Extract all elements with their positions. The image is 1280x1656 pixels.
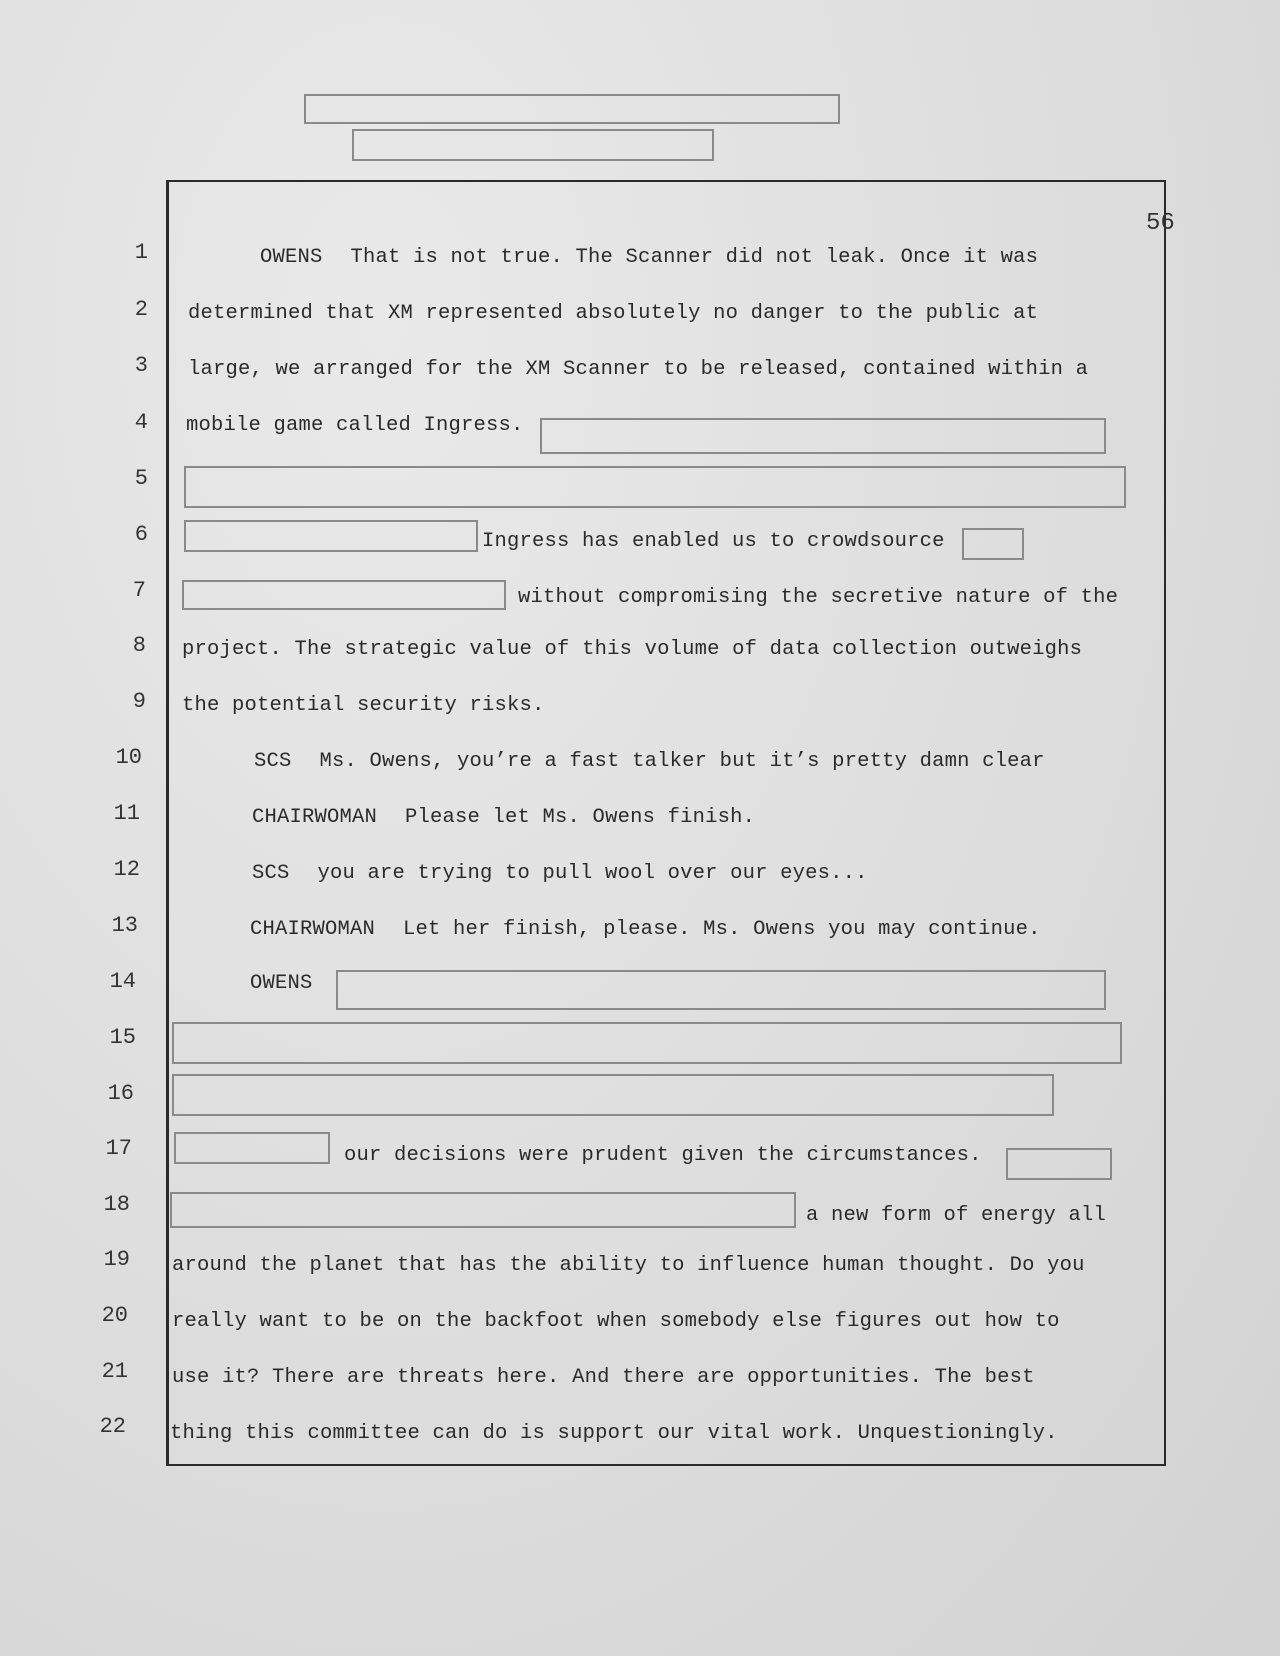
line-2: determined that XM represented absolutely no danger to the public at [188, 302, 1039, 325]
line-number: 9 [132, 689, 146, 714]
redaction-line-6b [962, 528, 1024, 560]
line-number: 7 [132, 578, 146, 603]
line-text: you are trying to pull wool over our eyes... [317, 862, 868, 885]
redaction-line-16 [172, 1074, 1054, 1116]
redaction-line-18 [170, 1192, 796, 1228]
line-number: 5 [134, 466, 148, 491]
line-number: 3 [134, 353, 148, 378]
line-number: 11 [113, 801, 140, 826]
line-number: 10 [115, 745, 142, 770]
redaction-line-5 [184, 466, 1126, 508]
line-number: 19 [103, 1247, 130, 1272]
line-text: That is not true. The Scanner did not leak. Once it was [350, 246, 1039, 269]
line-9: the potential security risks. [182, 694, 545, 717]
line-number: 22 [99, 1414, 126, 1439]
line-20: really want to be on the backfoot when somebody else figures out how to [172, 1310, 1060, 1333]
speaker-label: OWENS [250, 972, 313, 995]
header-redaction-top [304, 94, 840, 124]
line-12 [252, 862, 868, 885]
redaction-line-4 [540, 418, 1106, 454]
line-number: 21 [101, 1359, 128, 1384]
speaker-label: CHAIRWOMAN [250, 918, 376, 941]
redaction-line-7 [182, 580, 506, 610]
line-number: 14 [109, 969, 136, 994]
line-text: Ms. Owens, you’re a fast talker but it’s pretty damn clear [319, 750, 1045, 773]
line-number: 12 [113, 857, 140, 882]
line-number: 20 [101, 1303, 128, 1328]
redaction-line-17a [174, 1132, 330, 1164]
line-number: 1 [134, 240, 148, 265]
line-number: 4 [134, 410, 148, 435]
line-11 [252, 806, 755, 829]
speaker-label: OWENS [260, 246, 323, 269]
line-text: Please let Ms. Owens finish. [405, 806, 756, 829]
line-7: without compromising the secretive nature of the [518, 586, 1119, 609]
header-redaction-bottom [352, 129, 714, 161]
redaction-line-17b [1006, 1148, 1112, 1180]
line-4: mobile game called Ingress. [186, 414, 524, 437]
line-17: our decisions were prudent given the circumstances. [344, 1144, 982, 1167]
line-22: thing this committee can do is support our vital work. Unquestioningly. [170, 1422, 1058, 1445]
line-18: a new form of energy all [806, 1204, 1107, 1227]
line-14 [250, 972, 341, 995]
line-number: 2 [134, 297, 148, 322]
line-number: 8 [132, 633, 146, 658]
redaction-line-14 [336, 970, 1106, 1010]
redaction-line-6a [184, 520, 478, 552]
line-1 [260, 246, 1038, 269]
line-text: Let her finish, please. Ms. Owens you may continue. [403, 918, 1041, 941]
line-number: 15 [109, 1025, 136, 1050]
line-13 [250, 918, 1041, 941]
line-number: 17 [105, 1136, 132, 1161]
line-10 [254, 750, 1045, 773]
line-3: large, we arranged for the XM Scanner to be released, contained within a [188, 358, 1089, 381]
line-19: around the planet that has the ability to influence human thought. Do you [172, 1254, 1085, 1277]
line-8: project. The strategic value of this volume of data collection outweighs [182, 638, 1083, 661]
line-number: 6 [134, 522, 148, 547]
line-21: use it? There are threats here. And there are opportunities. The best [172, 1366, 1035, 1389]
line-number: 18 [103, 1192, 130, 1217]
speaker-label: CHAIRWOMAN [252, 806, 378, 829]
line-number: 16 [107, 1081, 134, 1106]
line-number: 13 [111, 913, 138, 938]
speaker-label: SCS [252, 862, 290, 885]
line-6: Ingress has enabled us to crowdsource [482, 530, 945, 553]
redaction-line-15 [172, 1022, 1122, 1064]
speaker-label: SCS [254, 750, 292, 773]
page-number: 56 [1146, 210, 1175, 237]
